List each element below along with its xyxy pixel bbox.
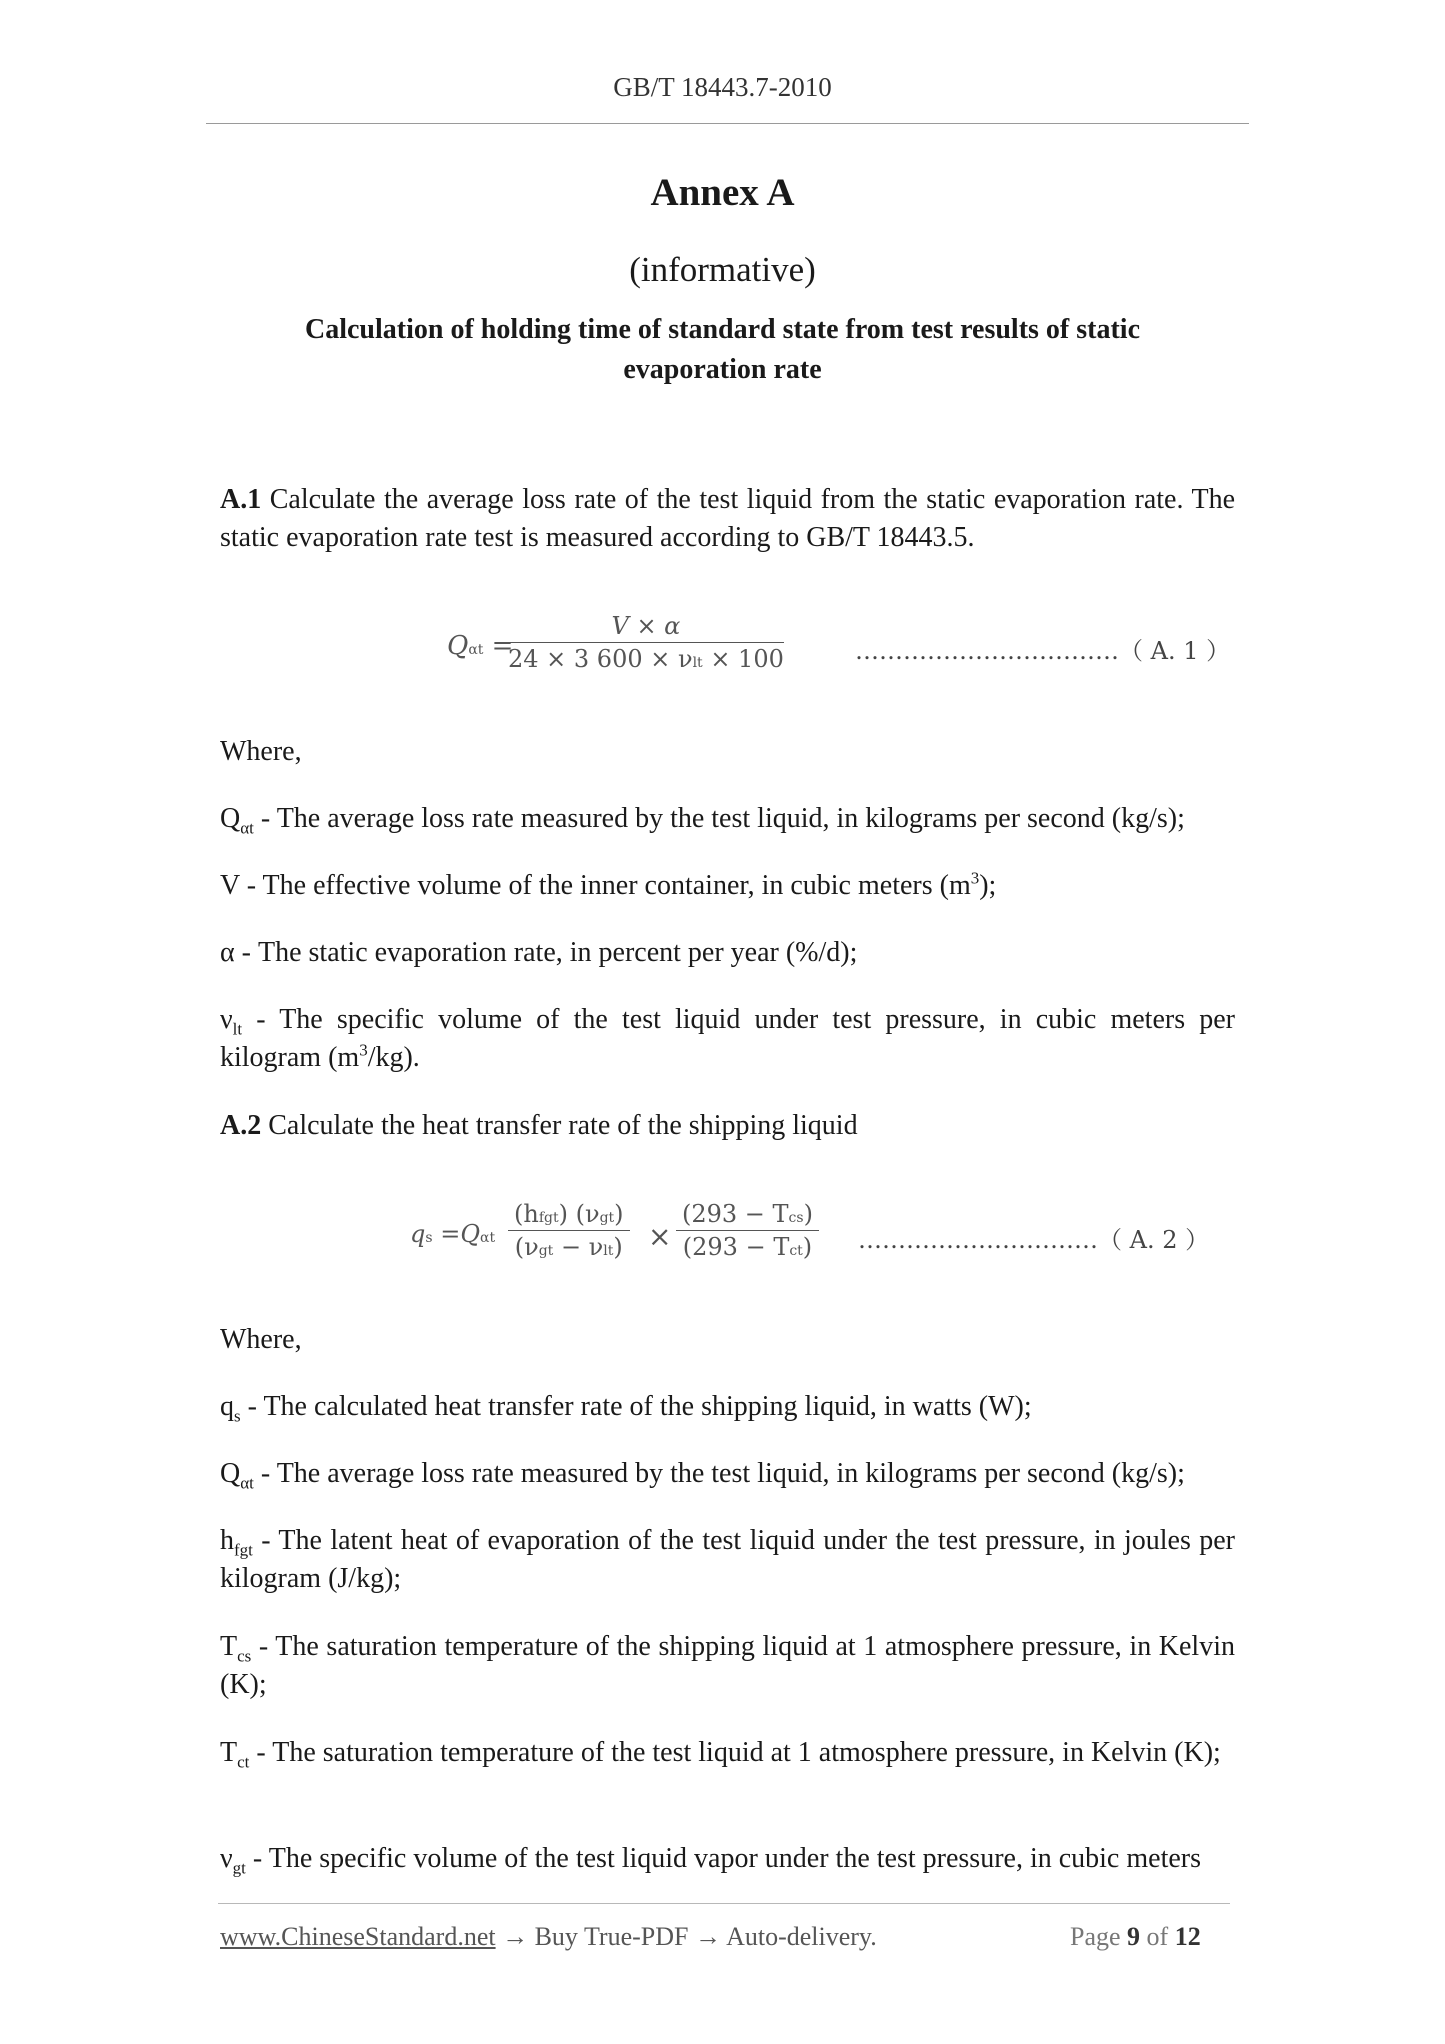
arrow-right-icon: → xyxy=(688,1922,727,1951)
formula-a2-frac1-denominator: (νgt − νlt) xyxy=(514,1233,623,1261)
formula-a2-times: × xyxy=(648,1220,672,1253)
where2-item-q: $Q_{\alpha t}$ - The average loss rate measured by the test liquid, in kilograms per second (kg/s); xyxy=(220,1458,1185,1493)
buy-pdf-text: Buy True-PDF xyxy=(534,1922,689,1951)
arrow-right-icon: → xyxy=(495,1922,535,1951)
where2-item-hfgt: $h_{fgt}$ - The latent heat of evaporation of the test liquid under the test pressure, in joules per kilogram (J/kg); xyxy=(220,1525,1235,1594)
header-divider xyxy=(206,123,1249,124)
current-page: 9 xyxy=(1127,1922,1141,1951)
where-label-2: Where, xyxy=(220,1324,302,1355)
clause-a1 xyxy=(220,481,1235,557)
footer-promo xyxy=(220,1922,877,1952)
annex-type: (informative) xyxy=(629,250,816,289)
formula-a1-lhs: Qαt = xyxy=(447,631,514,661)
where2-item-tct: $T_{ct}$ - The saturation temperature of the test liquid at 1 atmosphere pressure, in Kelvin (K); xyxy=(220,1737,1221,1772)
formula-a2-frac2-denominator: (293 − Tct) xyxy=(682,1233,813,1261)
clause-a1-number: A.1 xyxy=(220,484,262,515)
website-link[interactable]: www.ChineseStandard.net xyxy=(220,1922,496,1951)
page-number: Page 9 of 12 xyxy=(1070,1922,1201,1951)
where2-item-vgt: $\nu_{gt}$ - The specific volume of the test liquid vapor under the test pressure, in cubic meters xyxy=(220,1843,1201,1878)
clause-a2-text: Calculate the heat transfer rate of the shipping liquid xyxy=(261,1110,858,1141)
footer-divider xyxy=(218,1903,1230,1904)
where1-item-q: $Q_{\alpha t}$ - The average loss rate measured by the test liquid, in kilograms per second (kg/s); xyxy=(220,803,1185,838)
formula-a1-number: ……………………………（ A. 1 ） xyxy=(855,637,1231,665)
clause-a2-number: A.2 xyxy=(220,1110,262,1141)
clause-a2 xyxy=(220,1107,1235,1145)
formula-a1-numerator: V × α xyxy=(508,612,784,643)
where1-item-v: V - The effective volume of the inner container, in cubic meters $(m^3)$; xyxy=(220,868,997,901)
auto-delivery-text: Auto-delivery. xyxy=(726,1922,877,1951)
where1-item-nu: $\nu_{lt}$ - The specific volume of the test liquid under test pressure, in cubic meters per kilogram $(m^3/kg)$. xyxy=(220,1004,1235,1073)
where2-item-tcs: $T_{cs}$ - The saturation temperature of the shipping liquid at 1 atmosphere pressure, in Kelvin (K); xyxy=(220,1631,1235,1700)
formula-a1-denominator: 24 × 3 600 × νlt × 100 xyxy=(508,645,784,673)
formula-a2-number: …………………………（ A. 2 ） xyxy=(858,1226,1210,1254)
formula-a2-frac2-numerator: (293 − Tcs) xyxy=(676,1200,819,1231)
total-pages: 12 xyxy=(1174,1922,1201,1951)
formula-a2-fraction-1 xyxy=(508,1200,630,1261)
formula-a1-fraction xyxy=(508,612,784,673)
formula-a2-lhs: qs =Qαt xyxy=(410,1220,496,1248)
clause-a1-text: Calculate the average loss rate of the test liquid from the static evaporation rate. The static evaporation rate test is measured according to GB/T 18443.5. xyxy=(220,484,1235,553)
formula-a2-fraction-2 xyxy=(676,1200,819,1261)
formula-a2-frac1-numerator: (hfgt) (νgt) xyxy=(508,1200,630,1231)
where2-item-qs: $q_s$ - The calculated heat transfer rate of the shipping liquid, in watts (W); xyxy=(220,1391,1032,1426)
annex-title: Annex A xyxy=(650,171,795,214)
where-label-1: Where, xyxy=(220,736,302,767)
annex-heading: Calculation of holding time of standard state from test results of static evaporation rate xyxy=(304,314,1140,385)
where1-item-alpha: α - The static evaporation rate, in percent per year (%/d); xyxy=(220,937,858,968)
document-id-header: GB/T 18443.7-2010 xyxy=(613,72,832,102)
